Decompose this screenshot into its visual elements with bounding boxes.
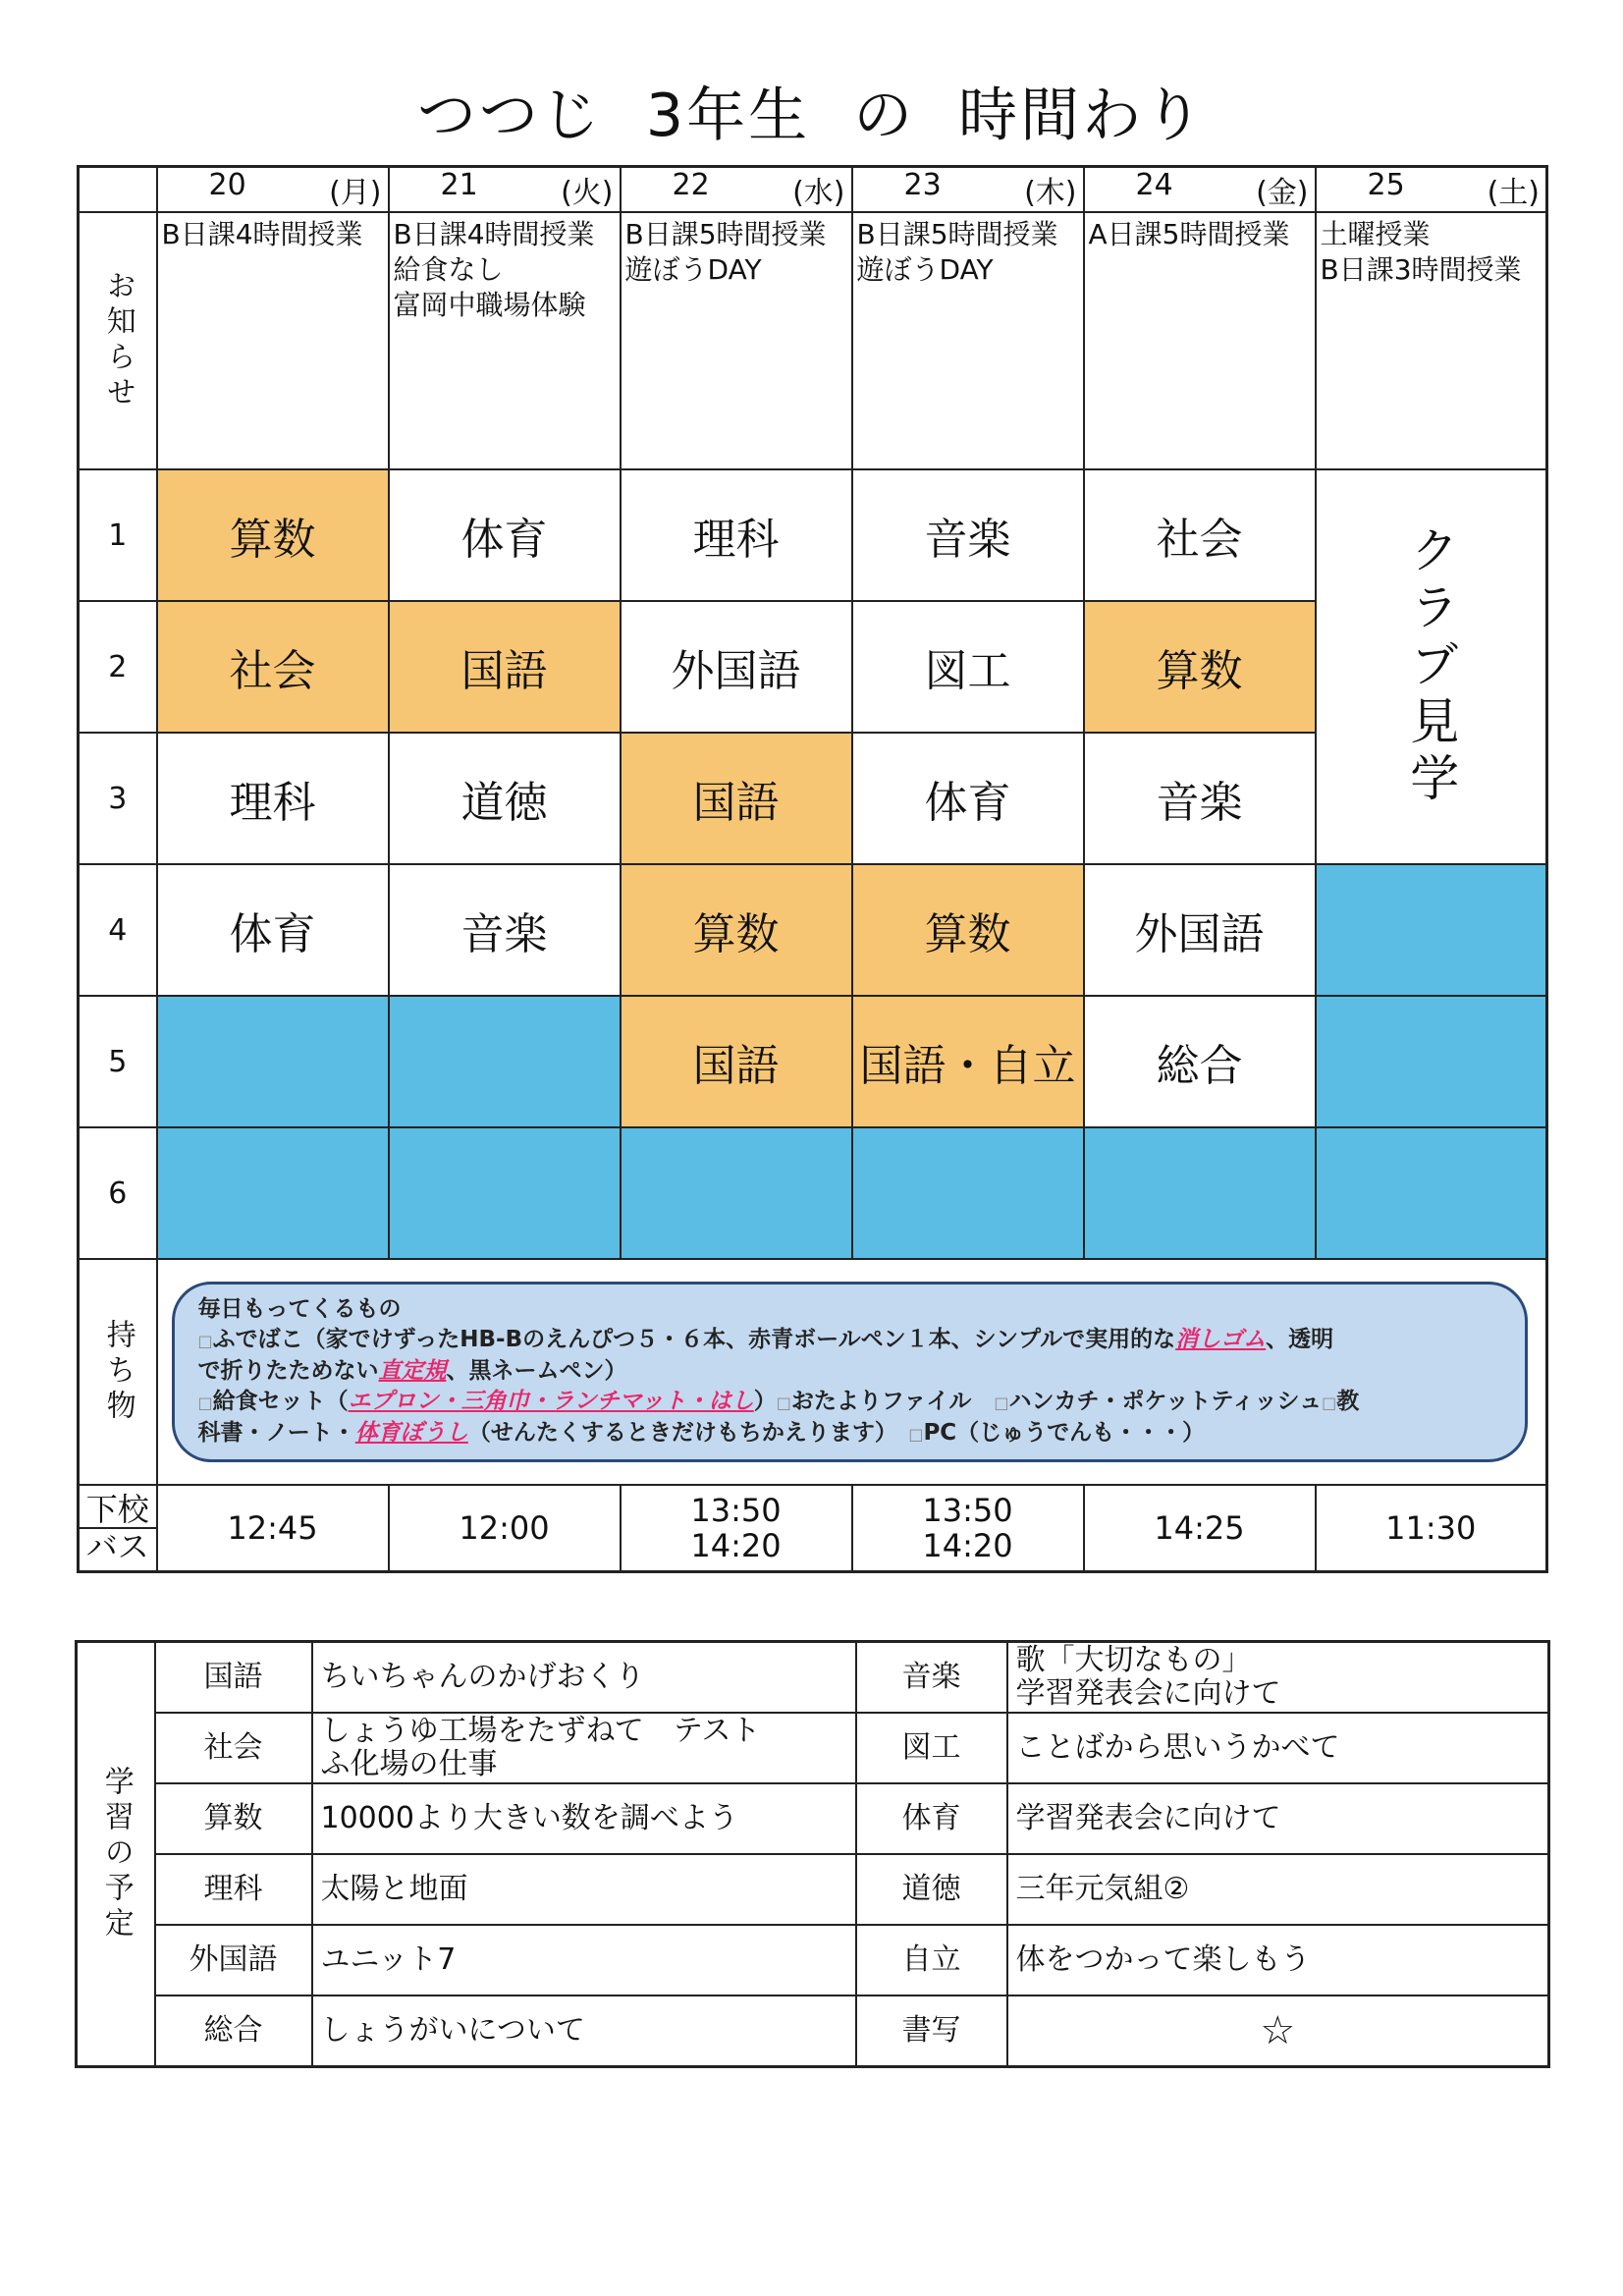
subject-cell: 理科 <box>157 733 389 864</box>
corner-cell <box>79 167 157 213</box>
subject-cell: 国語 <box>389 601 621 733</box>
day-number: 21 <box>440 168 478 202</box>
subject-cell: 算数 <box>852 864 1084 996</box>
bus-time: 13:50 <box>922 1492 1013 1529</box>
title-particle: の <box>853 82 916 150</box>
bullet-icon: □ <box>908 1425 924 1444</box>
bus-time-cell <box>157 1485 389 1572</box>
items-label-cell <box>79 1259 157 1485</box>
period-number: 3 <box>79 733 157 864</box>
subject-cell: 音楽 <box>389 864 621 996</box>
bus-time-cell <box>1084 1485 1316 1572</box>
empty-slot <box>389 1127 621 1259</box>
items-line <box>198 1418 1502 1449</box>
subject-cell: 社会 <box>1084 469 1316 601</box>
empty-slot <box>157 1127 389 1259</box>
subject-cell: 総合 <box>1084 996 1316 1127</box>
items-text: ） <box>753 1389 777 1414</box>
bus-row <box>79 1485 1547 1572</box>
study-topic: ちいちゃんのかげおくり <box>312 1642 856 1714</box>
notice-cell: B日課5時間授業 遊ぼうDAY <box>852 212 1084 469</box>
study-topic: 歌「大切なもの」 学習発表会に向けて <box>1007 1642 1549 1714</box>
bus-time: 11:30 <box>1385 1509 1477 1547</box>
empty-slot <box>1316 996 1547 1127</box>
notice-cell: B日課5時間授業 遊ぼうDAY <box>621 212 852 469</box>
subject-cell: 音楽 <box>852 469 1084 601</box>
study-subject: 書写 <box>856 1995 1007 2067</box>
period-number: 4 <box>79 864 157 996</box>
title-class-name: つつじ <box>416 82 603 150</box>
bus-time-cell <box>621 1485 852 1572</box>
day-of-week: (土) <box>1487 176 1540 210</box>
period-row <box>79 1127 1547 1259</box>
subject-cell: 国語 <box>621 996 852 1127</box>
bus-time: 14:25 <box>1154 1509 1245 1547</box>
study-topic: 太陽と地面 <box>312 1854 856 1925</box>
subject-cell: 外国語 <box>1084 864 1316 996</box>
empty-slot <box>389 996 621 1127</box>
bus-time: 12:00 <box>459 1509 550 1547</box>
study-row <box>77 1854 1549 1925</box>
bus-time-cell <box>1316 1485 1547 1572</box>
day-of-week: (水) <box>792 176 845 210</box>
study-subject: 理科 <box>155 1854 312 1925</box>
subject-cell: 算数 <box>157 469 389 601</box>
empty-slot <box>1084 1127 1316 1259</box>
subject-cell: 道徳 <box>389 733 621 864</box>
bullet-icon: □ <box>776 1394 791 1412</box>
empty-slot <box>157 996 389 1127</box>
notice-cell: A日課5時間授業 <box>1084 212 1316 469</box>
empty-slot <box>1316 864 1547 996</box>
items-text: （せんたくするときだけもちかえります） <box>467 1420 887 1446</box>
study-subject: 自立 <box>856 1925 1007 1995</box>
day-header <box>157 167 389 213</box>
day-of-week: (月) <box>329 176 382 210</box>
day-header <box>621 167 852 213</box>
items-highlight: エプロン・三角巾・ランチマット・はし <box>348 1389 754 1414</box>
study-topic: 三年元気組② <box>1007 1854 1549 1925</box>
star-icon: ☆ <box>1007 1995 1549 2067</box>
study-row <box>77 1925 1549 1995</box>
study-subject: 図工 <box>856 1713 1007 1783</box>
items-line <box>198 1387 1502 1418</box>
day-number: 25 <box>1367 168 1405 202</box>
title-grade: 3年生 <box>645 82 811 150</box>
bus-label-cell <box>79 1485 157 1572</box>
items-text: 給食セット（ <box>212 1389 349 1414</box>
items-highlight: 体育ぼうし <box>354 1420 468 1446</box>
items-text: ふでばこ（家でけずったHB-Bのえんぴつ５・６本、赤青ボールペン１本、シンプルで実用的な <box>212 1327 1176 1352</box>
notice-label-cell <box>79 212 157 469</box>
study-row <box>77 1713 1549 1783</box>
items-label: 持ち物 <box>100 1319 135 1425</box>
study-row <box>77 1642 1549 1714</box>
day-header <box>389 167 621 213</box>
study-subject: 算数 <box>155 1783 312 1854</box>
period-number: 6 <box>79 1127 157 1259</box>
day-header <box>1316 167 1547 213</box>
day-header <box>1084 167 1316 213</box>
subject-cell: 音楽 <box>1084 733 1316 864</box>
bullet-icon: □ <box>1322 1394 1337 1412</box>
subject-cell: 社会 <box>157 601 389 733</box>
subject-cell: 図工 <box>852 601 1084 733</box>
saturday-club-cell <box>1316 469 1547 864</box>
notice-cell: B日課4時間授業 給食なし 富岡中職場体験 <box>389 212 621 469</box>
notice-row <box>79 212 1547 469</box>
bus-label: バス <box>85 1528 149 1565</box>
study-plan-table <box>75 1640 1550 2068</box>
subject-cell: 外国語 <box>621 601 852 733</box>
period-row <box>79 996 1547 1127</box>
study-topic: 学習発表会に向けて <box>1007 1783 1549 1854</box>
items-text: おたよりファイル <box>790 1389 972 1414</box>
period-row <box>79 469 1547 601</box>
study-topic: ユニット7 <box>312 1925 856 1995</box>
day-number: 23 <box>903 168 942 202</box>
bus-time: 13:50 <box>690 1492 782 1529</box>
study-row <box>77 1995 1549 2067</box>
items-text: で折りたためない <box>197 1358 379 1384</box>
items-text: 教 <box>1336 1389 1360 1414</box>
day-header <box>852 167 1084 213</box>
empty-slot <box>1316 1127 1547 1259</box>
title-timetable: 時間わり <box>958 82 1207 150</box>
period-number: 5 <box>79 996 157 1127</box>
study-subject: 総合 <box>155 1995 312 2067</box>
subject-cell: 国語 <box>621 733 852 864</box>
notice-cell: 土曜授業 B日課3時間授業 <box>1316 212 1547 469</box>
bus-time-cell <box>389 1485 621 1572</box>
day-of-week: (木) <box>1024 176 1077 210</box>
items-highlight: 消しゴム <box>1175 1327 1267 1352</box>
page-title <box>0 77 1623 155</box>
study-label-cell <box>77 1642 155 2067</box>
bullet-icon: □ <box>994 1394 1009 1412</box>
subject-cell: 体育 <box>852 733 1084 864</box>
items-text: 科書・ノート・ <box>197 1420 355 1446</box>
items-cell <box>157 1259 1547 1485</box>
subject-cell: 理科 <box>621 469 852 601</box>
study-topic: 10000より大きい数を調べよう <box>312 1783 856 1854</box>
period-number: 2 <box>79 601 157 733</box>
period-number: 1 <box>79 469 157 601</box>
items-line <box>198 1356 1502 1387</box>
study-topic: しょうゆ工場をたずねて テスト ふ化場の仕事 <box>312 1713 856 1783</box>
notice-label: お知らせ <box>100 270 135 411</box>
bus-time: 14:20 <box>690 1527 782 1564</box>
subject-cell: 算数 <box>1084 601 1316 733</box>
bus-time: 12:45 <box>227 1509 318 1547</box>
day-header-row <box>79 167 1547 213</box>
day-number: 24 <box>1135 168 1173 202</box>
club-visit-label: クラブ見学 <box>1402 524 1460 809</box>
subject-cell: 体育 <box>157 864 389 996</box>
study-subject: 社会 <box>155 1713 312 1783</box>
subject-cell: 算数 <box>621 864 852 996</box>
bullet-icon: □ <box>197 1332 213 1350</box>
bus-time-cell <box>852 1485 1084 1572</box>
items-heading: 毎日もってくるもの <box>197 1296 402 1322</box>
study-label: 学習の予定 <box>98 1766 134 1942</box>
weekly-timetable <box>77 165 1548 1573</box>
day-of-week: (金) <box>1256 176 1309 210</box>
items-highlight: 直定規 <box>378 1358 447 1384</box>
day-of-week: (火) <box>561 176 614 210</box>
study-subject: 外国語 <box>155 1925 312 1995</box>
subject-cell: 体育 <box>389 469 621 601</box>
period-row <box>79 864 1547 996</box>
subject-cell: 国語・自立 <box>852 996 1084 1127</box>
items-text: 、透明 <box>1266 1327 1334 1352</box>
items-row <box>79 1259 1547 1485</box>
items-text: ハンカチ・ポケットティッシュ <box>1008 1389 1323 1414</box>
bus-time: 14:20 <box>922 1527 1013 1564</box>
empty-slot <box>621 1127 852 1259</box>
study-topic: ことばから思いうかべて <box>1007 1713 1549 1783</box>
study-row <box>77 1783 1549 1854</box>
study-subject: 国語 <box>155 1642 312 1714</box>
day-number: 20 <box>208 168 246 202</box>
items-line <box>198 1325 1502 1356</box>
notice-cell: B日課4時間授業 <box>157 212 389 469</box>
bullet-icon: □ <box>197 1394 213 1412</box>
empty-slot <box>852 1127 1084 1259</box>
items-box <box>172 1282 1529 1462</box>
study-subject: 体育 <box>856 1783 1007 1854</box>
study-subject: 音楽 <box>856 1642 1007 1714</box>
study-topic: しょうがいについて <box>312 1995 856 2067</box>
items-text: PC（じゅうでんも・・・） <box>923 1420 1206 1446</box>
dismissal-label: 下校 <box>80 1492 156 1529</box>
study-subject: 道徳 <box>856 1854 1007 1925</box>
day-number: 22 <box>672 168 710 202</box>
items-text: 、黒ネームペン） <box>446 1358 627 1384</box>
study-topic: 体をつかって楽しもう <box>1007 1925 1549 1995</box>
